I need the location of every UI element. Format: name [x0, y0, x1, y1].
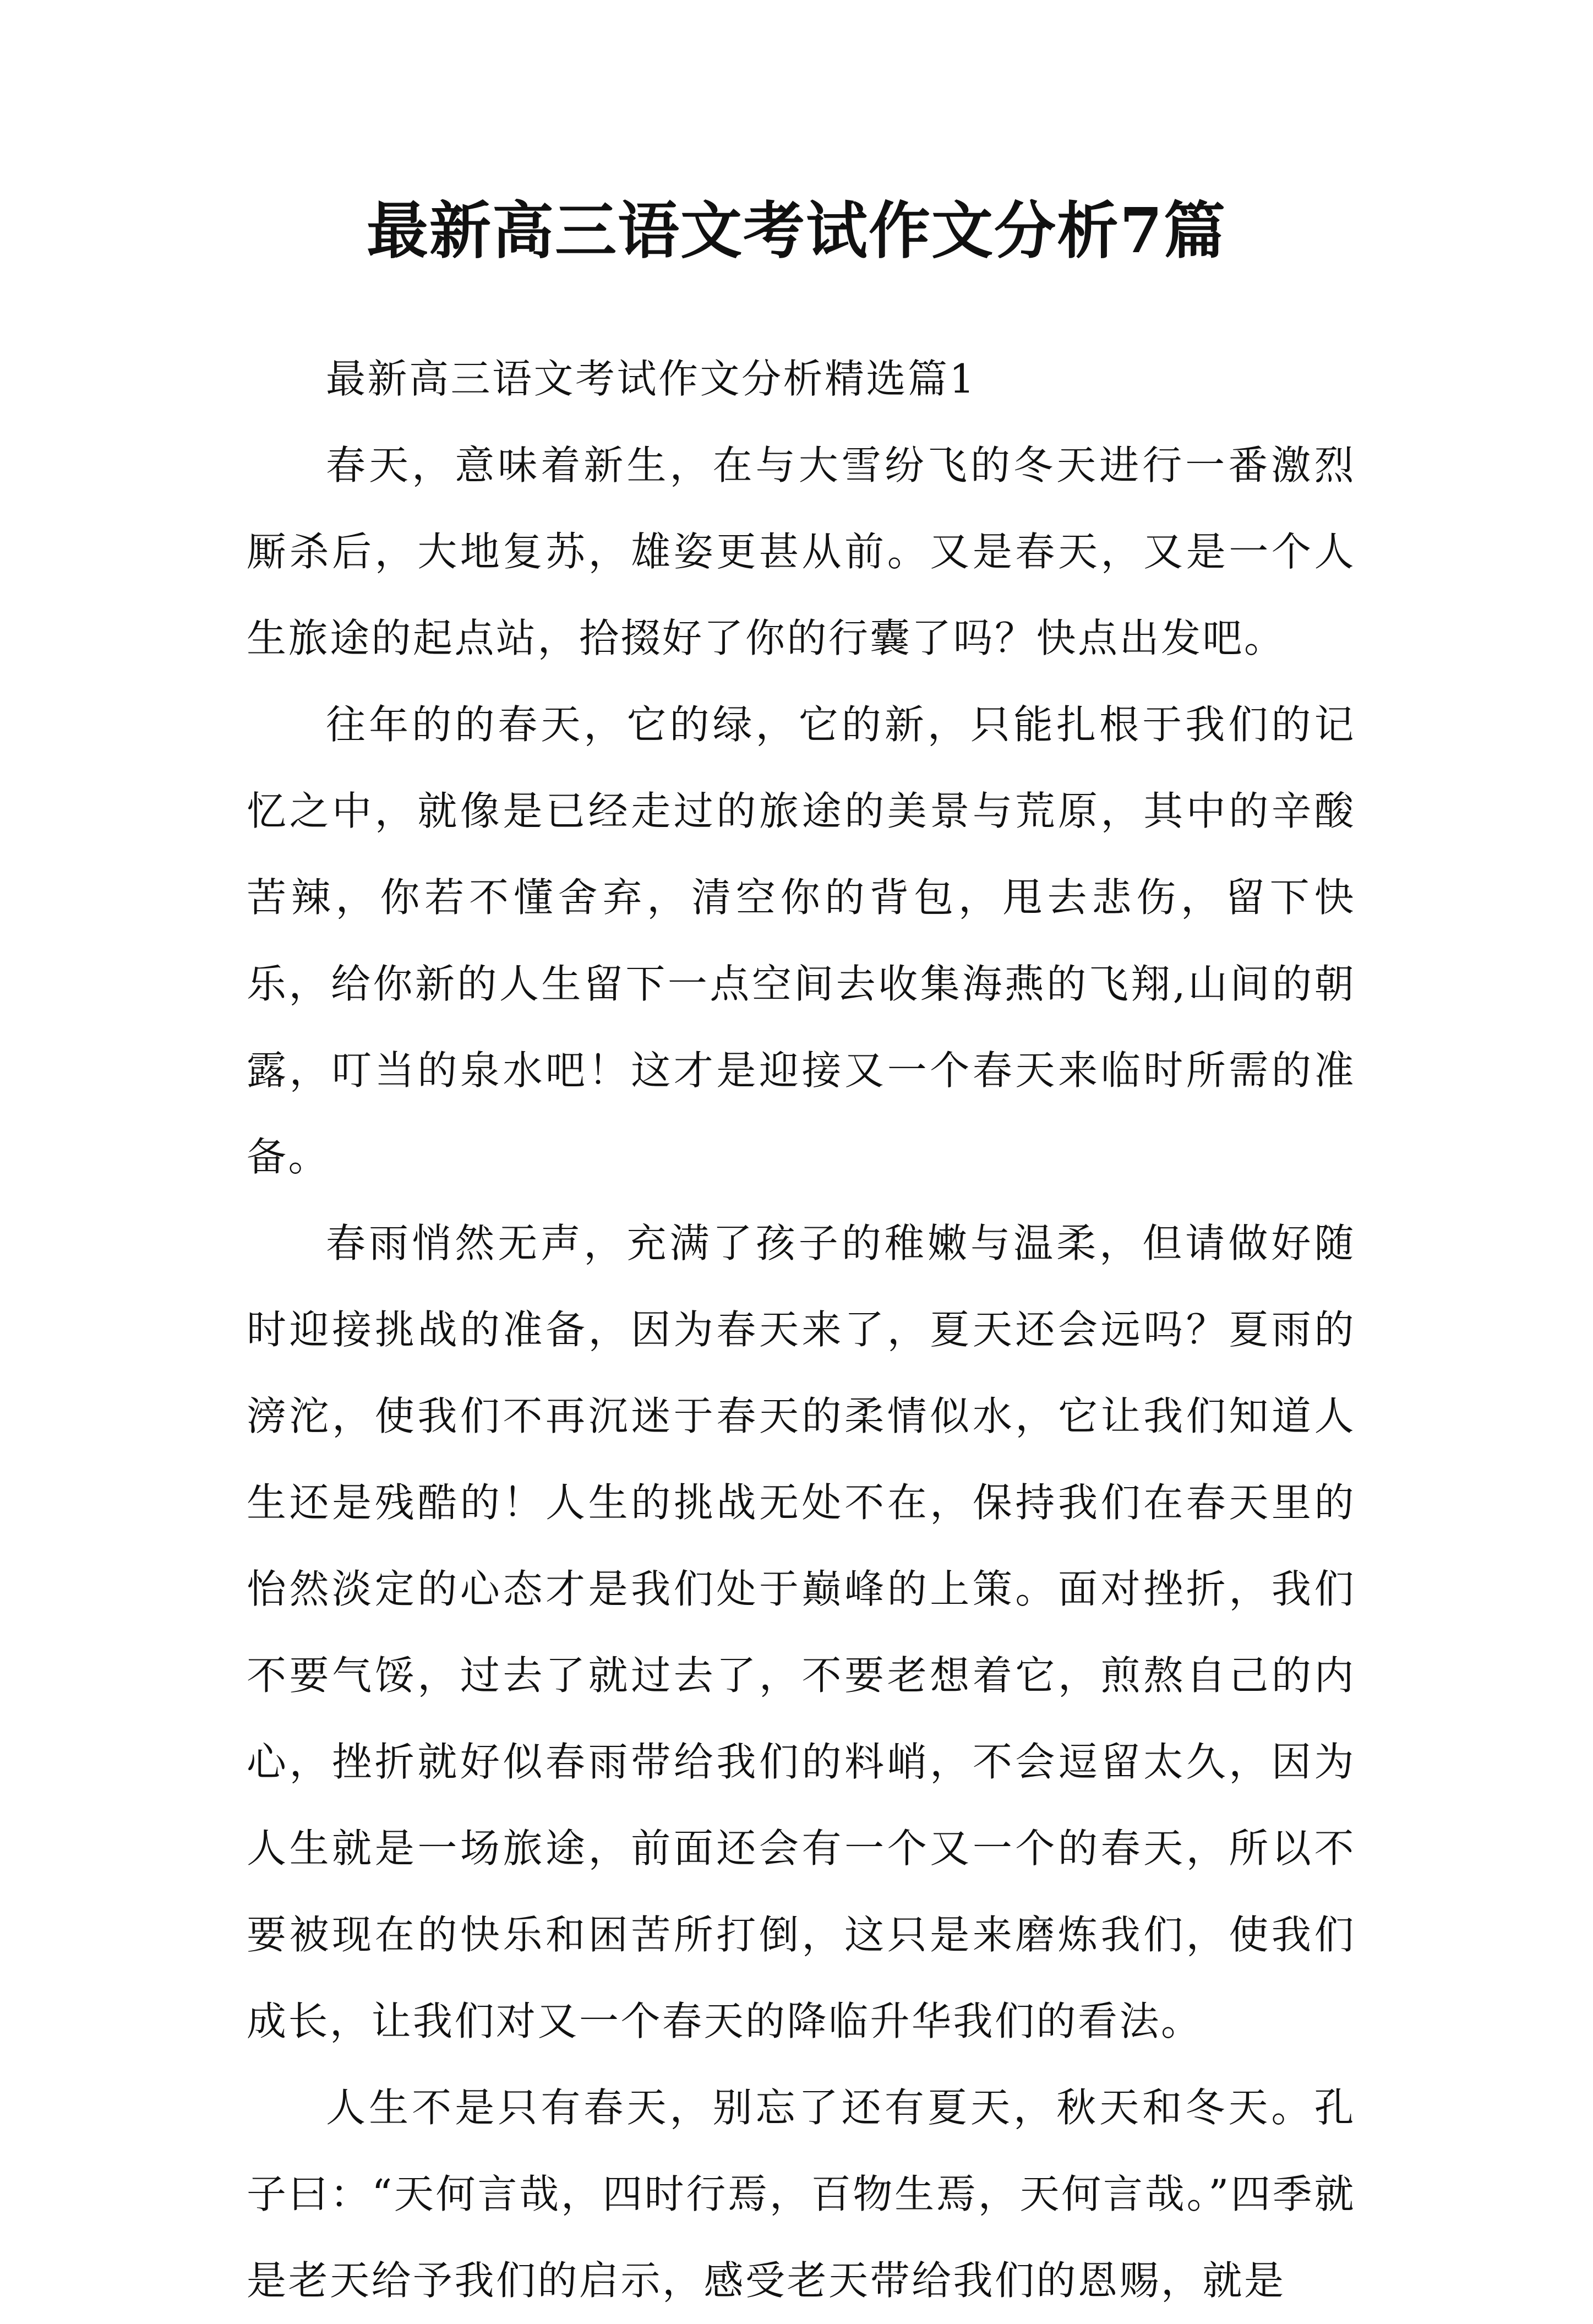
document-body [247, 336, 1356, 2324]
section-heading: 最新高三语文考试作文分析精选篇1 [326, 356, 976, 402]
paragraph-1: 春天，意味着新生，在与大雪纷飞的冬天进行一番激烈厮杀后，大地复苏，雄姿更甚从前。又是春天，又是一个人生旅途的起点站，拾掇好了你的行囊了吗？快点出发吧。 [247, 442, 1356, 661]
paragraph-2: 往年的的春天，它的绿，它的新，只能扎根于我们的记忆之中，就像是已经走过的旅途的美景与荒原，其中的辛酸苦辣，你若不懂舍弃，清空你的背包，甩去悲伤，留下快乐，给你新的人生留下一点空间去收集海燕的飞翔,山间的朝露，叮当的泉水吧！这才是迎接又一个春天来临时所需的准备。 [247, 701, 1356, 1180]
document-title: 最新高三语文考试作文分析7篇 [367, 195, 1226, 267]
paragraph-4: 人生不是只有春天，别忘了还有夏天，秋天和冬天。孔子曰：“天何言哉，四时行焉，百物生焉，天何言哉。”四季就是老天给予我们的启示，感受老天带给我们的恩赐，就是 [247, 2084, 1356, 2304]
paragraph-3: 春雨悄然无声，充满了孩子的稚嫩与温柔，但请做好随时迎接挑战的准备，因为春天来了，夏天还会远吗？夏雨的滂沱，使我们不再沉迷于春天的柔情似水，它让我们知道人生还是残酷的！人生的挑战无处不在，保持我们在春天里的怡然淡定的心态才是我们处于巅峰的上策。面对挫折，我们不要气馁，过去了就过去了，不要老想着它，煎熬自己的内心，挫折就好似春雨带给我们的料峭，不会逗留太久，因为人生就是一场旅途，前面还会有一个又一个的春天，所以不要被现在的快乐和困苦所打倒，这只是来磨炼我们，使我们成长，让我们对又一个春天的降临升华我们的看法。 [247, 1220, 1356, 2044]
